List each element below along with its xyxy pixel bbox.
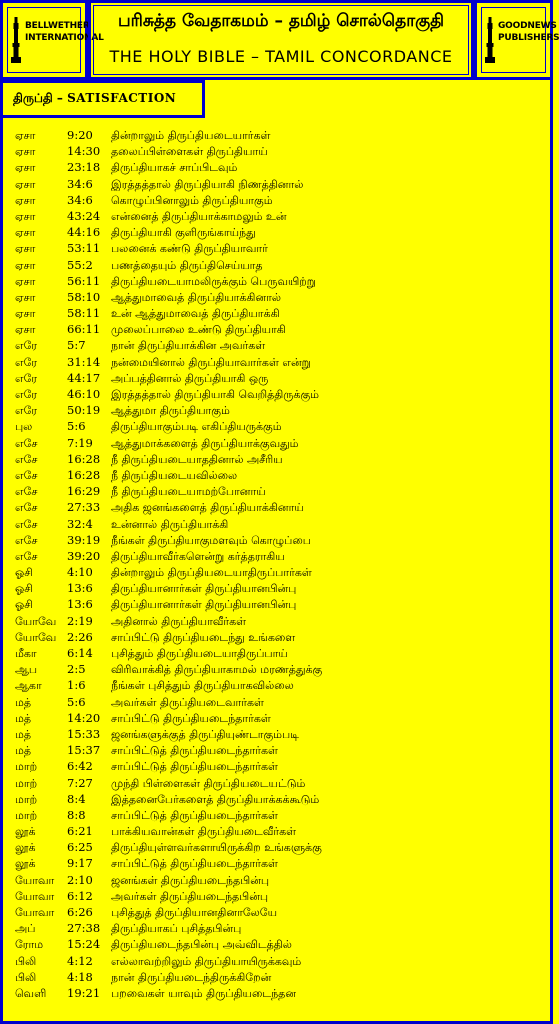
verse-reference: 5:6: [67, 694, 86, 709]
book-name: ஏசா: [15, 274, 36, 288]
verse-reference: 4:12: [67, 953, 93, 968]
book-name: ஏசா: [15, 242, 36, 256]
book-name: லூக்: [15, 825, 36, 839]
list-item: [15, 467, 545, 483]
verse-reference: 6:12: [67, 888, 93, 903]
verse-text: என்னைத் திருப்தியாக்காமலும் உன்: [111, 209, 287, 223]
verse-text: ஆத்துமாக்களைத் திருப்தியாக்குவதும்: [111, 436, 299, 450]
verse-reference: 13:6: [67, 581, 93, 596]
book-name: மத்: [15, 744, 32, 758]
verse-text: முந்தி பிள்ளைகள் திருப்தியடையட்டும்: [111, 776, 306, 790]
book-name: யோவே: [15, 630, 57, 644]
verse-reference: 6:21: [67, 824, 93, 839]
list-item: [15, 677, 545, 693]
verse-reference: 7:19: [67, 435, 93, 450]
list-item: [15, 807, 545, 823]
verse-text: புசித்தும் திருப்தியடையாதிருப்பாய்: [111, 647, 288, 660]
list-item: [15, 855, 545, 871]
verse-reference: 34:6: [67, 192, 93, 207]
verse-reference: 14:30: [67, 144, 101, 159]
book-name: ஓசி: [15, 566, 33, 580]
publisher-logo-right: [474, 0, 559, 80]
book-name: ஏசா: [15, 323, 36, 337]
book-name: எரே: [15, 339, 38, 353]
tower-icon: [11, 17, 21, 63]
verse-reference: 27:38: [67, 921, 101, 936]
list-item: [15, 321, 545, 337]
verse-text: பாக்கியவான்கள் திருப்தியடைவீர்கள்: [111, 825, 297, 839]
verse-reference: 2:10: [67, 872, 93, 887]
verse-reference: 4:10: [67, 565, 93, 580]
verse-text: சாப்பிட்டுத் திருப்தியடைந்தார்கள்: [111, 760, 278, 774]
verse-reference: 27:33: [67, 500, 101, 515]
verse-reference: 58:10: [67, 289, 101, 304]
subject-heading-box: [0, 80, 205, 118]
book-name: எரே: [15, 371, 38, 385]
verse-reference: 23:18: [67, 160, 101, 175]
concordance-list: [15, 127, 545, 1001]
book-name: எரே: [15, 388, 38, 401]
verse-text: சாப்பிட்டுத் திருப்தியடைந்தார்கள்: [111, 744, 278, 758]
verse-reference: 19:21: [67, 985, 101, 1000]
verse-reference: 32:4: [67, 516, 93, 531]
verse-text: கொழுப்பினாலும் திருப்தியாகும்: [111, 193, 273, 207]
verse-text: ஆத்துமா திருப்தியாகும்: [111, 404, 230, 418]
book-name: அப்: [15, 922, 36, 936]
verse-text: சாப்பிட்டு திருப்தியடைந்து உங்களை: [111, 630, 296, 644]
list-item: [15, 337, 545, 353]
book-name: மத்: [15, 727, 32, 741]
list-item: [15, 532, 545, 548]
book-name: எசே: [15, 468, 38, 482]
verse-reference: 66:11: [67, 322, 101, 337]
verse-reference: 7:27: [67, 775, 93, 790]
list-item: [15, 240, 545, 256]
book-name: எசே: [15, 533, 38, 547]
verse-reference: 56:11: [67, 273, 101, 288]
verse-text: நீங்கள் திருப்தியாகுமளவும் கொழுப்பை: [111, 533, 311, 547]
verse-text: உன்னால் திருப்தியாக்கி: [111, 517, 229, 531]
verse-reference: 43:24: [67, 208, 101, 223]
verse-reference: 6:25: [67, 840, 93, 855]
verse-reference: 39:19: [67, 532, 101, 547]
list-item: [15, 305, 545, 321]
book-name: பிலி: [15, 954, 37, 968]
list-item: [15, 273, 545, 289]
list-item: [15, 758, 545, 774]
list-item: [15, 370, 545, 386]
verse-reference: 13:6: [67, 597, 93, 612]
list-item: [15, 629, 545, 645]
book-name: மத்: [15, 711, 32, 725]
verse-reference: 2:5: [67, 662, 86, 677]
verse-reference: 9:20: [67, 128, 93, 142]
book-name: மீகா: [15, 647, 37, 660]
list-item: [15, 839, 545, 855]
verse-text: நான் திருப்தியாக்கின அவர்கள்: [111, 339, 266, 353]
book-name: பிலி: [15, 970, 37, 984]
book-name: ஏசா: [15, 193, 36, 207]
verse-reference: 8:4: [67, 791, 86, 806]
book-name: வெளி: [15, 986, 47, 1000]
verse-text: திருப்தியடைந்தபின்பு அவ்விடத்தில்: [111, 938, 292, 952]
verse-reference: 46:10: [67, 387, 101, 401]
verse-reference: 6:14: [67, 646, 93, 660]
list-item: [15, 386, 545, 402]
verse-reference: 4:18: [67, 969, 93, 984]
list-item: [15, 435, 545, 451]
list-item: [15, 985, 545, 1001]
verse-reference: 15:37: [67, 743, 101, 758]
book-name: ஏசா: [15, 307, 36, 321]
title-banner: [88, 0, 474, 80]
verse-reference: 2:26: [67, 629, 93, 644]
verse-text: தின்றாலும் திருப்தியடையார்கள்: [111, 129, 271, 142]
verse-text: திருப்தியடையாமலிருக்கும் பெருவயிற்று: [111, 274, 316, 288]
verse-reference: 44:16: [67, 225, 101, 240]
verse-text: திருப்தியானார்கள் திருப்தியானபின்பு: [111, 582, 297, 596]
verse-text: புசித்துத் திருப்தியானதினாலேயே: [111, 906, 278, 919]
book-name: ஏசா: [15, 258, 36, 272]
list-item: [15, 159, 545, 175]
verse-reference: 15:33: [67, 726, 101, 741]
book-name: மாற்: [15, 792, 38, 806]
verse-reference: 53:11: [67, 241, 101, 256]
verse-reference: 44:17: [67, 370, 101, 385]
verse-text: பணத்தையும் திருப்திசெய்யாத: [111, 258, 263, 272]
list-item: [15, 143, 545, 159]
verse-reference: 58:11: [67, 306, 101, 321]
book-name: யோவா: [15, 889, 55, 903]
verse-reference: 16:29: [67, 484, 101, 499]
logo-left-text: BELLWETHER INTERNATIONAL: [25, 21, 104, 43]
book-name: எசே: [15, 436, 38, 450]
verse-text: ஜனங்களுக்குத் திருப்தியுண்டாகும்படி: [111, 727, 299, 741]
list-item: [15, 791, 545, 807]
verse-text: உன் ஆத்துமாவைத் திருப்தியாக்கி: [111, 307, 280, 321]
verse-text: சாப்பிட்டு திருப்தியடைந்தார்கள்: [111, 711, 271, 725]
book-name: எசே: [15, 485, 38, 499]
verse-text: தின்றாலும் திருப்தியடையாதிருப்பார்கள்: [111, 566, 312, 580]
verse-reference: 2:19: [67, 613, 93, 628]
list-item: [15, 548, 545, 564]
book-name: எசே: [15, 501, 38, 515]
verse-text: இத்தனைபேர்களைத் திருப்தியாக்கக்கூடும்: [111, 792, 320, 806]
list-item: [15, 936, 545, 952]
book-name: ஏசா: [15, 177, 36, 191]
subject-tamil: திருப்தி: [13, 91, 53, 105]
verse-text: திருப்தியுள்ளவர்களாயிருக்கிற உங்களுக்கு: [111, 841, 322, 855]
verse-text: முலைப்பாலை உண்டு திருப்தியாகி: [111, 323, 286, 337]
book-name: யோவா: [15, 873, 55, 887]
verse-reference: 50:19: [67, 403, 101, 418]
book-name: ஏசா: [15, 129, 36, 142]
verse-text: திருப்தியானார்கள் திருப்தியானபின்பு: [111, 598, 297, 612]
publisher-logo-left: [0, 0, 104, 80]
verse-text: அதினால் திருப்தியாவீர்கள்: [111, 614, 247, 628]
book-name: லூக்: [15, 841, 36, 855]
verse-text: ஆத்துமாவைத் திருப்தியாக்கினால்: [111, 290, 281, 304]
list-item: [15, 224, 545, 240]
book-name: ஆகா: [15, 679, 42, 693]
title-english: THE HOLY BIBLE – TAMIL CONCORDANCE: [109, 47, 453, 66]
book-name: எரே: [15, 404, 38, 418]
verse-text: சாப்பிட்டுத் திருப்தியடைந்தார்கள்: [111, 808, 278, 822]
verse-reference: 16:28: [67, 467, 101, 482]
verse-text: நான் திருப்தியடைந்திருக்கிறேன்: [111, 970, 272, 984]
list-item: [15, 564, 545, 580]
title-tamil: பரிசுத்த வேதாகமம் – தமிழ் சொல்தொகுதி: [117, 11, 445, 31]
list-item: [15, 402, 545, 418]
verse-reference: 5:7: [67, 338, 86, 353]
list-item: [15, 872, 545, 888]
verse-reference: 9:17: [67, 856, 93, 871]
verse-text: நீங்கள் புசித்தும் திருப்தியாகவில்லை: [111, 679, 294, 693]
verse-text: எல்லாவற்றிலும் திருப்தியாயிருக்கவும்: [111, 954, 302, 968]
verse-text: தலைப்பிள்ளைகள் திருப்தியாய்: [111, 145, 268, 159]
list-item: [15, 580, 545, 596]
verse-reference: 5:6: [67, 419, 86, 434]
list-item: [15, 354, 545, 370]
book-name: ஓசி: [15, 582, 33, 596]
verse-reference: 14:20: [67, 710, 101, 725]
verse-text: அப்பத்தினால் திருப்தியாகி ஒரு: [111, 371, 269, 385]
book-name: ஏசா: [15, 145, 36, 159]
list-item: [15, 499, 545, 515]
verse-text: சாப்பிட்டுத் திருப்தியடைந்தார்கள்: [111, 857, 278, 871]
verse-reference: 15:24: [67, 937, 101, 952]
book-name: யோவே: [15, 614, 57, 628]
book-name: எசே: [15, 549, 38, 563]
verse-text: அவர்கள் திருப்தியடைவார்கள்: [111, 695, 264, 709]
book-name: ஆப: [15, 663, 38, 677]
logo-right-text: GOODNEWS PUBLISHERS: [498, 21, 559, 43]
book-name: ஏசா: [15, 209, 36, 223]
verse-text: திருப்தியாகப் புசித்தபின்பு: [111, 922, 242, 936]
list-item: [15, 710, 545, 726]
book-name: ஏசா: [15, 161, 36, 175]
book-name: லூக்: [15, 857, 36, 871]
book-name: மாற்: [15, 808, 38, 822]
tower-icon: [485, 17, 495, 63]
verse-reference: 55:2: [67, 257, 93, 272]
verse-reference: 6:26: [67, 905, 93, 919]
list-item: [15, 451, 545, 467]
verse-text: திருப்தியாகச் சாப்பிடவும்: [111, 161, 238, 175]
verse-text: திருப்தியாவீர்களென்று கர்த்தராகிய: [111, 549, 285, 563]
list-item: [15, 613, 545, 629]
subject-separator: –: [56, 91, 63, 105]
verse-text: நன்மையினால் திருப்தியாவார்கள் என்று: [111, 355, 311, 369]
verse-text: அவர்கள் திருப்தியடைந்தபின்பு: [111, 889, 269, 903]
verse-reference: 39:20: [67, 548, 101, 563]
list-item: [15, 208, 545, 224]
list-item: [15, 953, 545, 969]
list-item: [15, 694, 545, 710]
book-name: மத்: [15, 695, 32, 709]
list-item: [15, 969, 545, 985]
book-name: மாற்: [15, 776, 38, 790]
verse-reference: 6:42: [67, 759, 93, 774]
list-item: [15, 596, 545, 612]
verse-reference: 8:8: [67, 807, 86, 822]
list-item: [15, 192, 545, 208]
list-item: [15, 516, 545, 532]
verse-text: திருப்தியாகும்படி எகிப்தியருக்கும்: [111, 420, 282, 434]
subject-heading: [13, 91, 176, 107]
list-item: [15, 920, 545, 936]
list-item: [15, 888, 545, 904]
list-item: [15, 823, 545, 839]
list-item: [15, 726, 545, 742]
list-item: [15, 775, 545, 791]
verse-reference: 34:6: [67, 176, 93, 191]
list-item: [15, 483, 545, 499]
list-item: [15, 176, 545, 192]
list-item: [15, 257, 545, 273]
verse-text: பறவைகள் யாவும் திருப்தியடைந்தன: [111, 986, 297, 1000]
list-item: [15, 661, 545, 677]
verse-text: இரத்தத்தால் திருப்தியாகி நிணத்தினால்: [111, 177, 304, 191]
verse-text: நீ திருப்தியடையாததினால் அசீரிய: [111, 452, 283, 466]
list-item: [15, 645, 545, 661]
verse-text: அதிக ஜனங்களைத் திருப்தியாக்கினாய்: [111, 501, 304, 515]
book-name: எசே: [15, 452, 38, 466]
list-item: [15, 418, 545, 434]
list-item: [15, 127, 545, 143]
verse-text: ஜனங்கள் திருப்தியடைந்தபின்பு: [111, 873, 270, 887]
list-item: [15, 289, 545, 305]
verse-text: நீ திருப்தியடையாமற்போனாய்: [111, 485, 266, 499]
verse-text: இரத்தத்தால் திருப்தியாகி வெறித்திருக்கும்: [111, 388, 320, 401]
book-name: ரோம: [15, 938, 44, 952]
list-item: [15, 742, 545, 758]
subject-english: SATISFACTION: [67, 91, 177, 105]
book-name: ஏசா: [15, 226, 36, 240]
book-name: மாற்: [15, 760, 38, 774]
verse-reference: 31:14: [67, 354, 101, 369]
verse-text: நீ திருப்தியடையவில்லை: [111, 468, 238, 482]
book-name: எரே: [15, 355, 38, 369]
verse-reference: 1:6: [67, 678, 86, 693]
book-name: யோவா: [15, 906, 55, 919]
book-name: ஏசா: [15, 290, 36, 304]
book-name: எசே: [15, 517, 38, 531]
verse-reference: 16:28: [67, 451, 101, 466]
verse-text: விரிவாக்கித் திருப்தியாகாமல் மரணத்துக்கு: [111, 663, 323, 677]
verse-text: பலனைக் கண்டு திருப்தியாவார்: [111, 242, 268, 256]
list-item: [15, 904, 545, 920]
verse-text: திருப்தியாகி குளிருங்காய்ந்து: [111, 226, 256, 240]
book-name: ஓசி: [15, 598, 33, 612]
book-name: புல: [15, 420, 33, 434]
